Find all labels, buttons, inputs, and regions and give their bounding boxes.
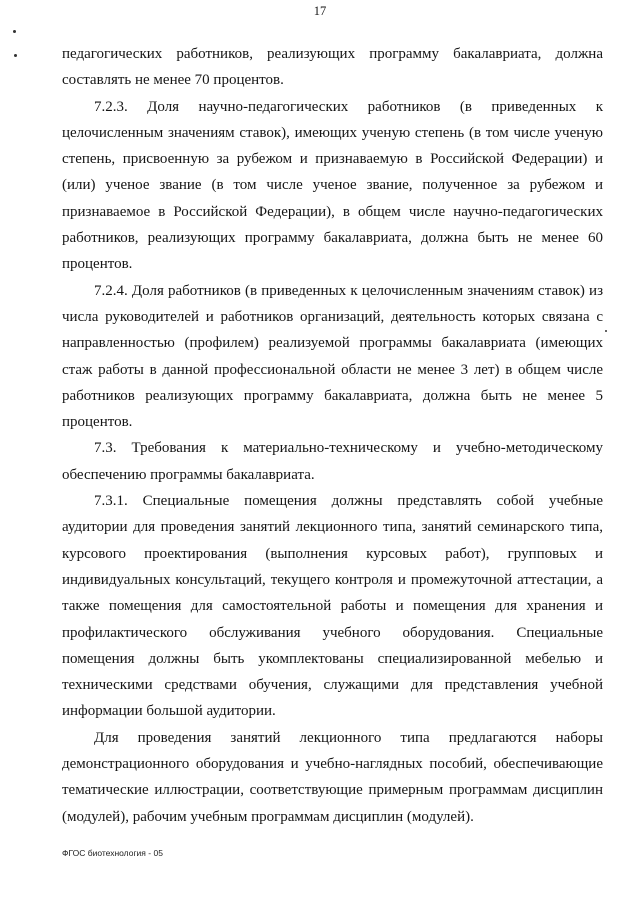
paragraph-7-2-4: 7.2.4. Доля работников (в приведенных к целочисленным значениям ставок) из числа руководителей и работников организаций, деятельность которых связана с направленностью (профилем) реализуемой программы бакалавриата (имеющих стаж работы в данной профессиональной области не менее 3 лет) в общем числе работников реализующих программу бакалавриата, должна быть не менее 5 процентов. — [62, 282, 603, 431]
page-number: 17 — [313, 4, 327, 18]
scan-speck — [605, 330, 607, 332]
paragraph-7-3-1: 7.3.1. Специальные помещения должны представлять собой учебные аудитории для проведения занятий лекционного типа, занятий семинарского типа, курсового проектирования (выполнения курсовых работ), групповых и индивидуальных консультаций, текущего контроля и промежуточной аттестации, а также помещения для самостоятельной работы и помещения для хранения и профилактического обслуживания учебного оборудования. Специальные помещения должны быть укомплектованы специализированной мебелью и техническими средствами обучения, служащими для представления учебной информации большой аудитории. — [62, 493, 603, 720]
paragraph-lecture-equipment: Для проведения занятий лекционного типа предлагаются наборы демонстрационного оборудования и учебно-наглядных пособий, обеспечивающие тематические иллюстрации, соответствующие примерным программам дисциплин (модулей), рабочим учебным программам дисциплин (модулей). — [62, 729, 603, 825]
footer-document-code: ФГОС биотехнология - 05 — [62, 848, 163, 858]
paragraph-continuation: педагогических работников, реализующих программу бакалавриата, должна составлять не менее 70 процентов. — [62, 46, 603, 89]
document-body — [62, 41, 603, 830]
paragraph-7-2-3: 7.2.3. Доля научно-педагогических работников (в приведенных к целочисленным значениям ставок), имеющих ученую степень (в том числе ученую степень, присвоенную за рубежом и признаваемую в Российской Федерации) и (или) ученое звание (в том числе ученое звание, полученное за рубежом и признаваемое в Российской Федерации), в общем числе научно-педагогических работников, реализующих программу бакалавриата, должна быть не менее 60 процентов. — [62, 98, 603, 273]
scan-speck — [13, 30, 16, 33]
scan-speck — [14, 54, 17, 57]
paragraph-7-3: 7.3. Требования к материально-техническому и учебно-методическому обеспечению программы бакалавриата. — [62, 440, 603, 483]
